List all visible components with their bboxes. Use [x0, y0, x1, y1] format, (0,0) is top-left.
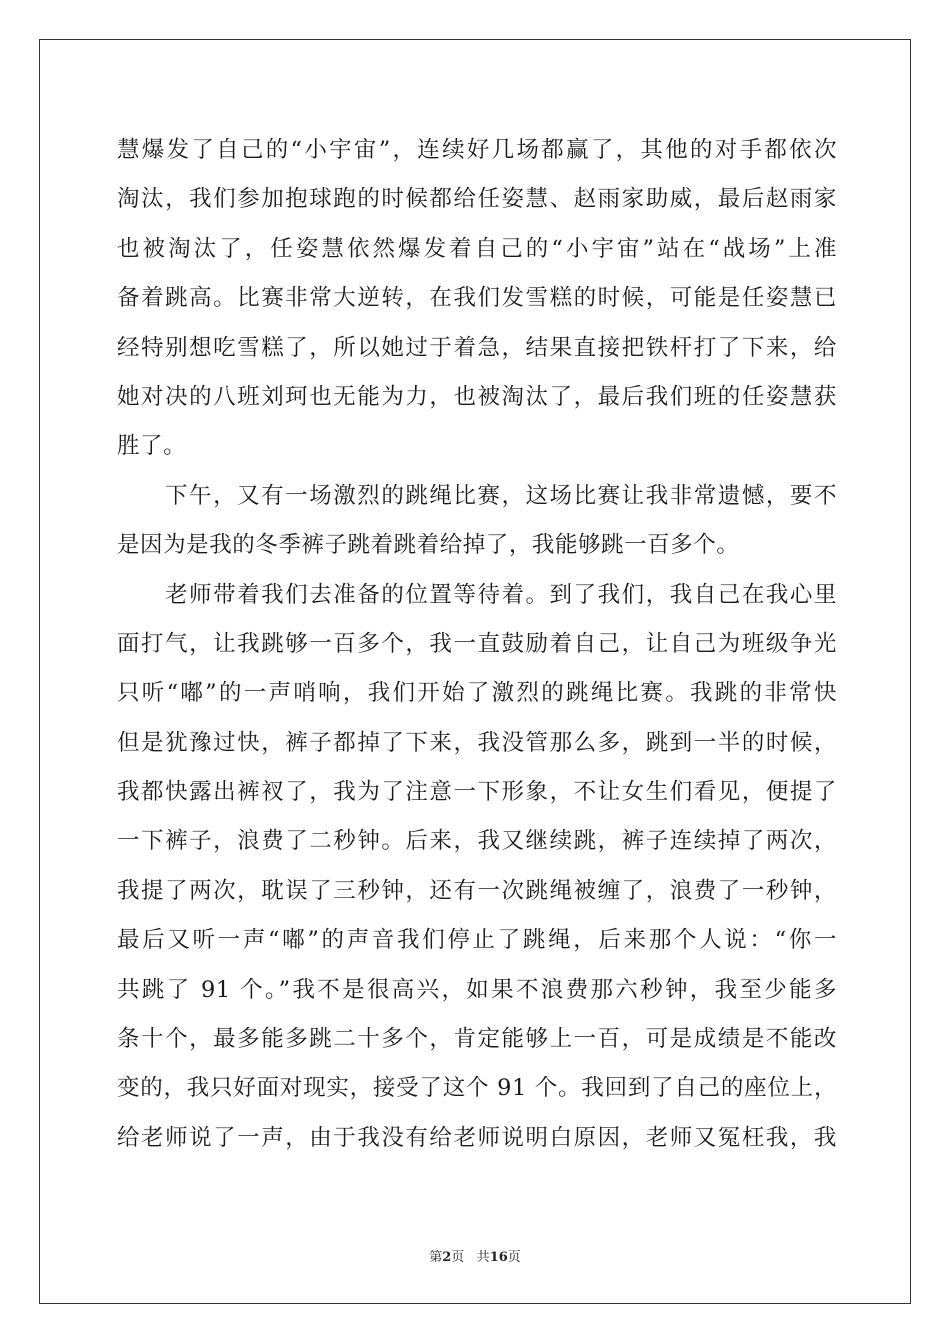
text-line: 我都快露出裤衩了，我为了注意一下形象，不让女生们看见，便提了 [117, 779, 837, 806]
text-line: 但是犹豫过快，裤子都掉了下来，我没管那么多，跳到一半的时候， [117, 729, 837, 756]
text-line: 我提了两次，耽误了三秒钟，还有一次跳绳被缠了，浪费了一秒钟， [117, 877, 837, 904]
text-line: 是因为是我的冬季裤子跳着跳着给掉了，我能够跳一百多个。 [117, 532, 740, 559]
text-line: 给老师说了一声，由于我没有给老师说明白原因，老师又冤枉我，我 [117, 1124, 837, 1151]
text-line: 共跳了 91 个。”我不是很高兴，如果不浪费那六秒钟，我至少能多 [117, 976, 837, 1003]
text-line: 一下裤子，浪费了二秒钟。后来，我又继续跳，裤子连续掉了两次， [117, 828, 837, 855]
text-line: 下午，又有一场激烈的跳绳比赛，这场比赛让我非常遗憾，要不 [165, 482, 837, 509]
footer-page-number: 2 [442, 1250, 452, 1265]
text-line: 胜了。 [117, 433, 187, 460]
text-line: 变的，我只好面对现实，接受了这个 91 个。我回到了自己的座位上， [117, 1075, 837, 1102]
text-line: 备着跳高。比赛非常大逆转，在我们发雪糕的时候，可能是任姿慧已 [117, 285, 837, 312]
page-footer [0, 1246, 950, 1265]
text-line: 最后又听一声“嘟”的声音我们停止了跳绳，后来那个人说：“你一 [117, 927, 837, 954]
text-line: 面打气，让我跳够一百多个，我一直鼓励着自己，让自己为班级争光 [117, 630, 837, 657]
footer-total-pages: 16 [489, 1250, 508, 1265]
text-line: 只听“嘟”的一声哨响，我们开始了激烈的跳绳比赛。我跳的非常快 [117, 680, 837, 707]
text-line: 经特别想吃雪糕了，所以她过于着急，结果直接把铁杆打了下来，给 [117, 334, 837, 361]
text-line: 她对决的八班刘珂也无能为力，也被淘汰了，最后我们班的任姿慧获 [117, 383, 837, 410]
text-line: 淘汰，我们参加抱球跑的时候都给任姿慧、赵雨家助威，最后赵雨家 [117, 186, 837, 213]
text-line: 条十个，最多能多跳二十多个，肯定能够上一百，可是成绩是不能改 [117, 1026, 837, 1053]
footer-page-unit: 页 [451, 1250, 465, 1265]
text-line: 慧爆发了自己的“小宇宙”，连续好几场都赢了，其他的对手都依次 [117, 137, 837, 163]
footer-total-prefix: 共 [476, 1250, 490, 1265]
text-line: 也被淘汰了，任姿慧依然爆发着自己的“小宇宙”站在“战场”上准 [117, 235, 837, 262]
text-line: 老师带着我们去准备的位置等待着。到了我们，我自己在我心里 [165, 581, 837, 608]
footer-prefix: 第 [429, 1250, 443, 1265]
document-body [117, 126, 837, 1163]
footer-total-unit: 页 [507, 1250, 521, 1265]
